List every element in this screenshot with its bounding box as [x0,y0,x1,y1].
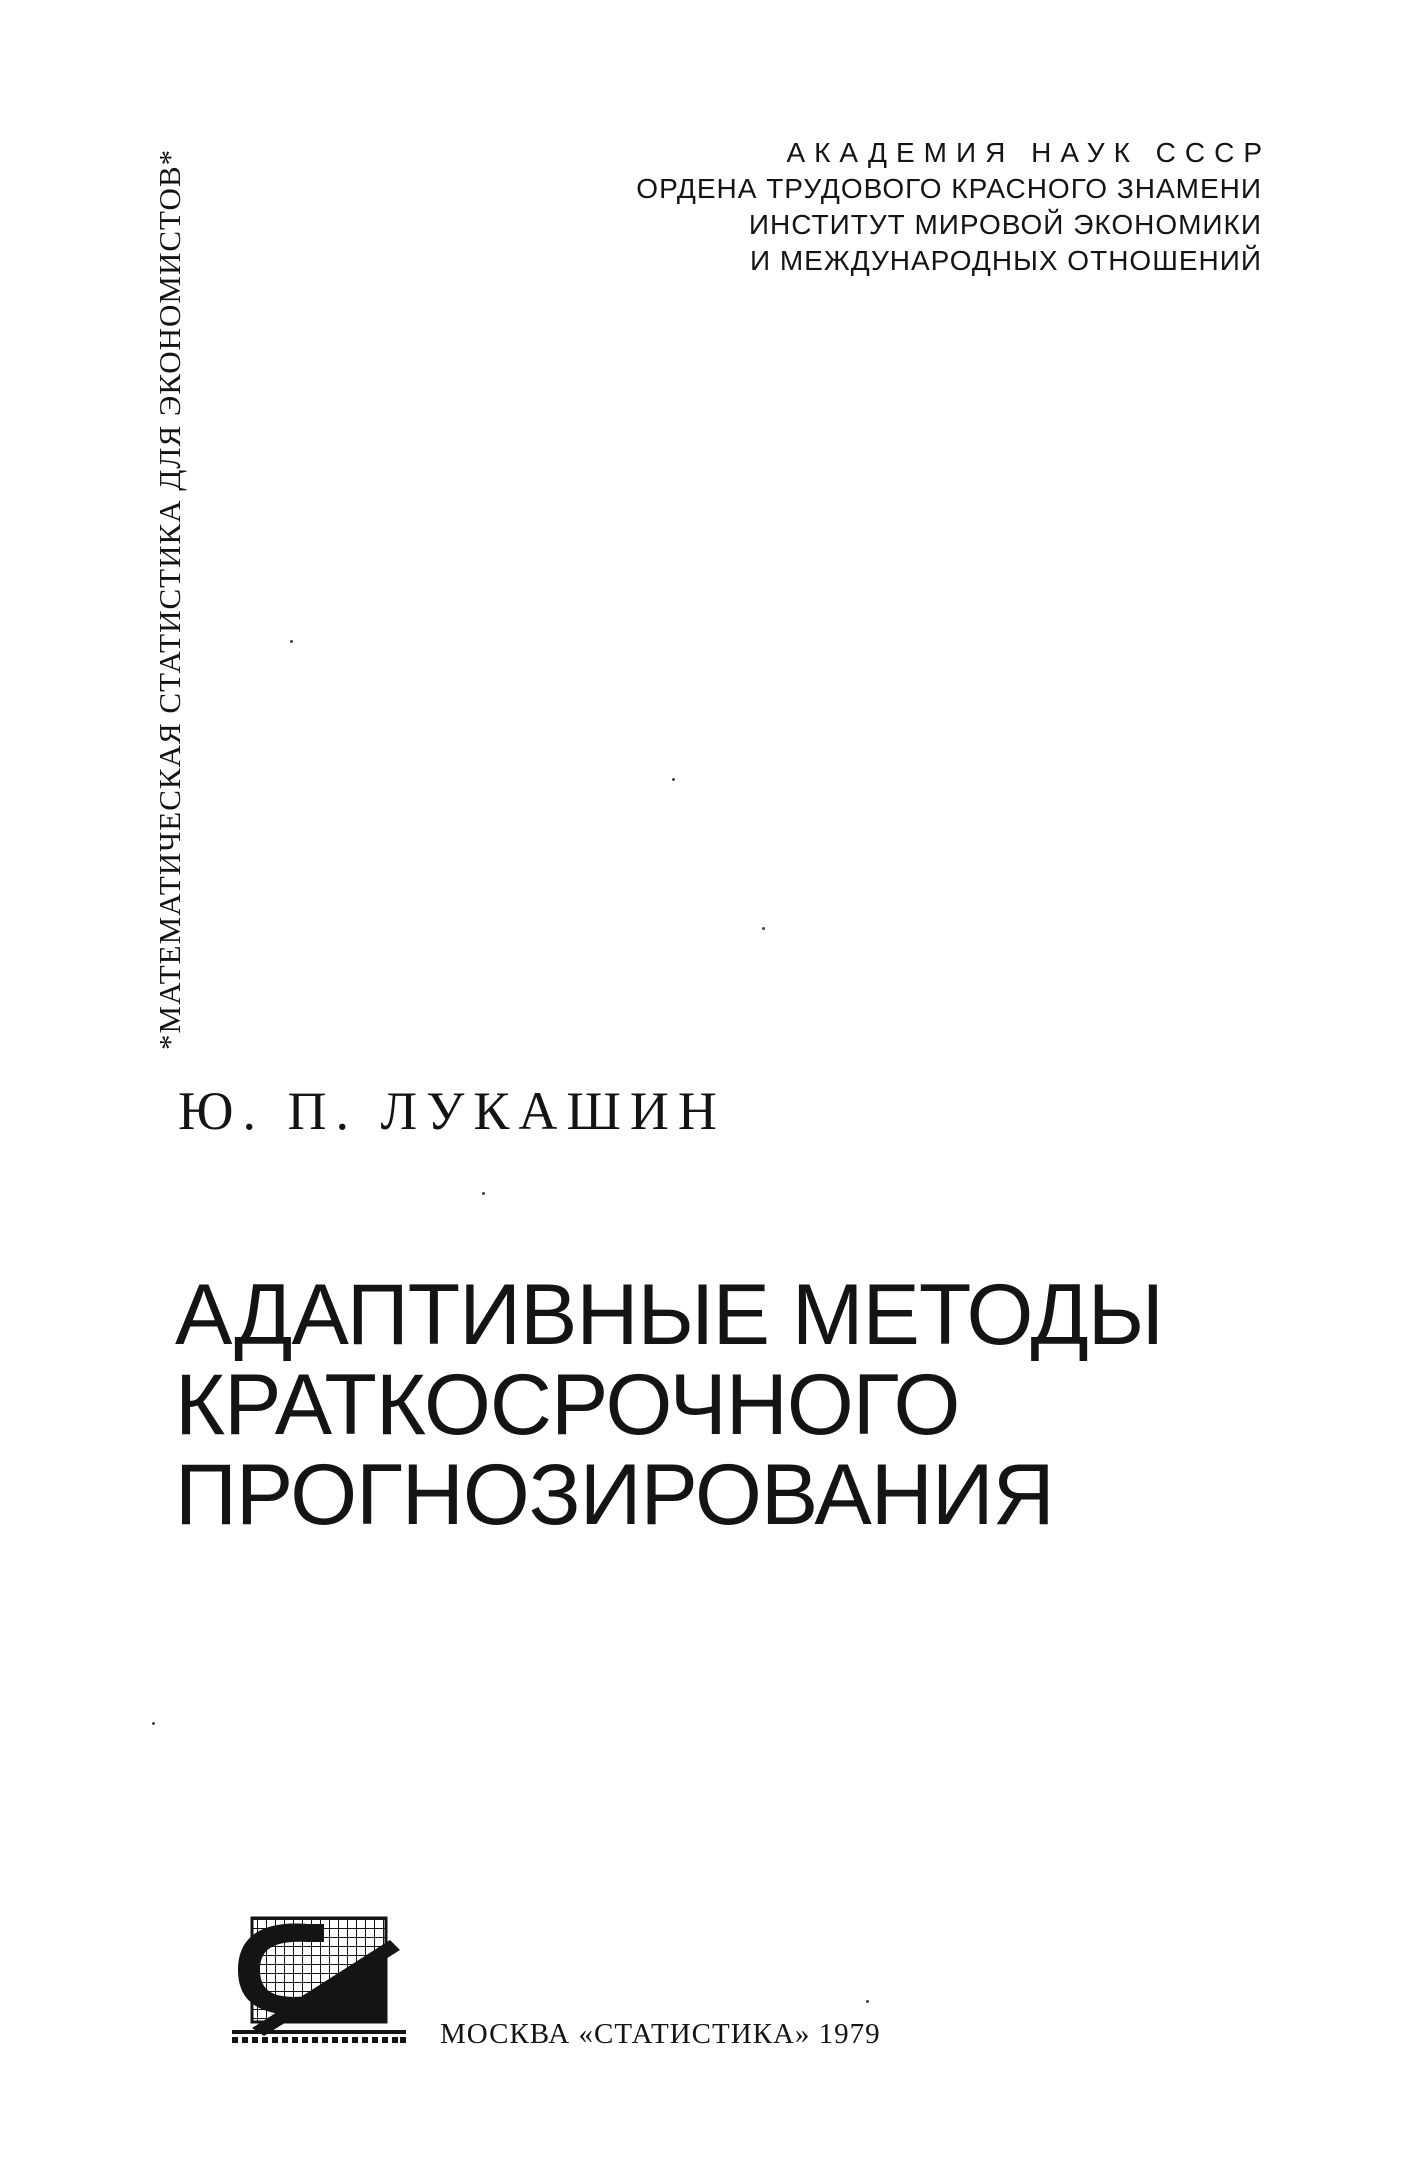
scan-speck [290,640,293,643]
publisher-imprint: МОСКВА «СТАТИСТИКА» 1979 [440,2018,881,2050]
scan-speck [762,927,765,930]
scan-speck [482,1192,485,1195]
scan-speck [672,778,675,781]
scan-speck [152,1722,155,1725]
book-title-line-1: АДАПТИВНЫЕ МЕТОДЫ [175,1267,1163,1363]
book-title-line-3: ПРОГНОЗИРОВАНИЯ [175,1447,1054,1543]
institution-line-1: АКАДЕМИЯ НАУК СССР [786,137,1271,168]
author-name: Ю. П. ЛУКАШИН [178,1081,726,1141]
book-title [175,1267,1163,1543]
scan-speck [866,2000,869,2003]
publisher-logo-icon [230,1910,408,2045]
book-title-line-2: КРАТКОСРОЧНОГО [175,1357,960,1453]
institution-line-4: И МЕЖДУНАРОДНЫХ ОТНОШЕНИЙ [749,245,1262,276]
series-title: *МАТЕМАТИЧЕСКАЯ СТАТИСТИКА ДЛЯ ЭКОНОМИСТОВ* [152,148,187,1050]
institution-line-2: ОРДЕНА ТРУДОВОГО КРАСНОГО ЗНАМЕНИ [636,173,1262,204]
institution-line-3: ИНСТИТУТ МИРОВОЙ ЭКОНОМИКИ [748,209,1262,240]
institution-header [636,135,1271,279]
